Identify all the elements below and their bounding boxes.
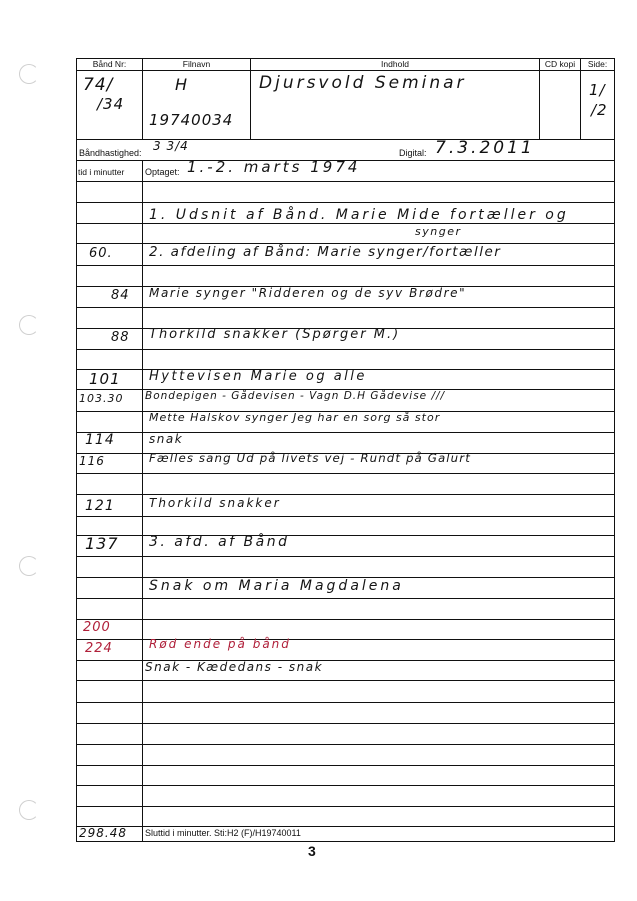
divider [580,59,581,139]
entry-time: 116 [79,454,105,468]
entry-text: Mette Halskov synger Jeg har en sorg så stor [149,411,441,424]
divider [539,59,540,139]
indhold-value: Djursvold Seminar [259,73,467,93]
punch-hole [19,64,39,84]
row-line [77,680,614,681]
row-line [77,723,614,724]
entry-text: snak [149,432,184,446]
entry-time: 88 [111,330,130,345]
entry-time: 121 [85,498,115,514]
row-line [77,598,614,599]
entry-text: synger [415,225,462,238]
row-line [77,223,614,224]
row-line [77,473,614,474]
optaget-value: 1.-2. marts 1974 [187,158,361,176]
entry-text: Thorkild snakker (Spørger M.) [149,327,401,342]
page-number: 3 [308,843,316,859]
side-header: Side: [581,59,614,71]
entry-time: 60. [89,246,113,261]
entry-time: 101 [89,370,121,388]
speed-value: 3 3/4 [153,139,189,153]
entry-time: 114 [85,432,115,448]
row-line [77,619,614,620]
row-line [77,765,614,766]
entry-text: Rød ende på bånd [149,637,291,651]
entry-text: Hyttevisen Marie og alle [149,369,367,384]
end-time-label: Sluttid i minutter. Sti:H2 (F)/H19740011 [145,828,301,838]
band-nr-bottom: /34 [97,95,125,113]
row-line [77,785,614,786]
entry-time: 84 [111,288,130,303]
punch-hole [19,800,39,820]
divider [142,59,143,139]
row-line [77,556,614,557]
row-line [77,702,614,703]
digital-label: Digital: [399,148,427,158]
row-line [77,181,614,182]
entry-text: Snak - Kædedans - snak [145,660,324,674]
entry-time: 224 [85,641,113,656]
filnavn-bottom: 19740034 [149,111,234,129]
row-line [77,202,614,203]
entry-text: Marie synger "Ridderen og de syv Brødre" [149,286,467,300]
row-line [77,494,614,495]
entry-text: Bondepigen - Gådevisen - Vagn D.H Gådevise /// [145,390,446,402]
filnavn-header: Filnavn [143,59,250,71]
entry-text: Fælles sang Ud på livets vej - Rundt på Galurt [149,451,471,465]
row-line [77,744,614,745]
row-line [77,307,614,308]
row-line [77,349,614,350]
band-nr-header: Bånd Nr: [77,59,142,71]
time-column-divider [142,160,143,841]
filnavn-top: H [175,75,189,94]
entry-time: 200 [83,620,111,635]
cd-kopi-header: CD kopi [540,59,580,71]
entry-text: 2. afdeling af Bånd: Marie synger/fortæller [149,244,502,260]
side-bottom: /2 [591,101,608,119]
indhold-header: Indhold [251,59,539,71]
entry-text: 3. afd. af Bånd [149,534,290,550]
entry-time: 103.30 [79,392,124,405]
entry-text: Snak om Maria Magdalena [149,578,404,594]
punch-hole [19,315,39,335]
row-line [77,826,614,827]
tape-registration-form [76,58,615,842]
entry-time: 137 [85,534,119,553]
divider [250,59,251,139]
end-time-value: 298.48 [79,826,127,840]
row-line [77,806,614,807]
punch-hole [19,556,39,576]
entry-text: 1. Udsnit af Bånd. Marie Mide fortæller og [149,207,569,223]
digital-value: 7.3.2011 [435,138,535,158]
row-line [77,265,614,266]
row-line [77,516,614,517]
time-column-label: tid i minutter [78,167,125,177]
entry-text: Thorkild snakker [149,496,281,510]
optaget-label: Optaget: [145,167,180,177]
side-top: 1/ [589,81,606,99]
speed-label: Båndhastighed: [79,148,142,158]
band-nr-top: 74/ [83,75,114,95]
